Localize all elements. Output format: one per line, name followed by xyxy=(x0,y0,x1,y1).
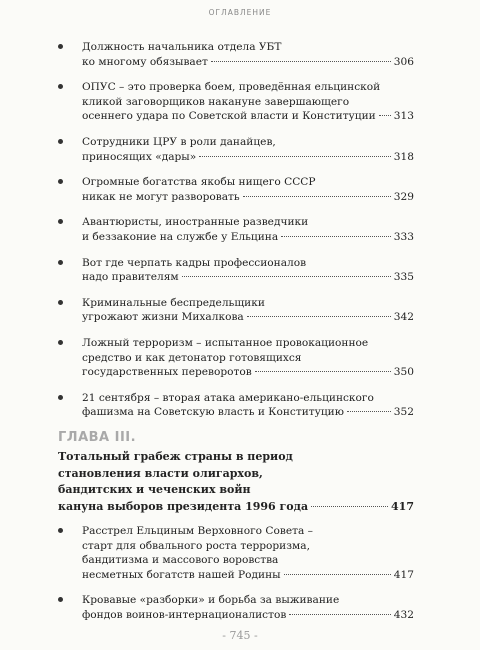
toc-entry-line: фашизма на Советскую власть и Конституцию xyxy=(82,406,344,419)
chapter-title[interactable] xyxy=(58,449,414,515)
dot-leader xyxy=(255,371,391,372)
toc-entry-line: никак не могут разворовать xyxy=(82,190,240,203)
dot-leader xyxy=(311,506,388,507)
toc-entry-line: Сотрудники ЦРУ в роли данайцев, xyxy=(82,135,276,148)
toc-entry-line: кликой заговорщиков накануне завершающего xyxy=(82,95,350,108)
toc-entry-line: приносящих «дары» xyxy=(82,150,197,163)
toc-entry[interactable] xyxy=(58,336,414,380)
toc-entry-line: Должность начальника отдела УБТ xyxy=(82,41,282,53)
bullet-icon xyxy=(58,395,63,400)
chapter-section xyxy=(58,430,414,634)
toc-entry-line: осеннего удара по Советской власти и Конституции xyxy=(82,110,376,123)
bullet-icon xyxy=(58,300,63,305)
dot-leader xyxy=(182,276,391,277)
toc-entry-line: ОПУС – это проверка боем, проведённая ельцинской xyxy=(82,81,381,94)
toc-entry-line: Огромные богатства якобы нищего СССР xyxy=(82,176,316,189)
toc-entry[interactable] xyxy=(58,175,414,204)
chapter-title-line: кануна выборов президента 1996 года xyxy=(58,499,309,513)
page-number: 335 xyxy=(393,271,414,284)
bullet-icon xyxy=(58,528,63,533)
toc-entry[interactable] xyxy=(58,391,414,420)
toc-entry-line: Авантюристы, иностранные разведчики xyxy=(82,216,309,229)
toc-entry-line: Вот где черпать кадры профессионалов xyxy=(82,256,307,269)
dot-leader xyxy=(284,574,391,575)
toc-entry-line: надо правителям xyxy=(82,271,179,284)
page-number: 342 xyxy=(393,311,414,324)
page-number: 329 xyxy=(393,190,414,203)
page-number: 417 xyxy=(391,499,414,513)
toc-entry-line: 21 сентября – вторая атака американо-ельцинского xyxy=(82,391,374,404)
toc-entry[interactable] xyxy=(58,524,414,582)
page-number: 432 xyxy=(393,608,414,621)
bullet-icon xyxy=(58,139,63,144)
dot-leader xyxy=(243,196,391,197)
bullet-icon xyxy=(58,219,63,224)
page-number: 318 xyxy=(393,150,414,163)
toc-entry-line: фондов воинов-интернационалистов xyxy=(82,608,287,621)
toc-entry-line: старт для обвального роста терроризма, xyxy=(82,539,310,552)
page-number: 306 xyxy=(393,55,414,68)
dot-leader xyxy=(199,156,391,157)
toc-entry-line: несметных богатств нашей Родины xyxy=(82,568,281,581)
dot-leader xyxy=(379,115,391,116)
page-number: 352 xyxy=(393,406,414,419)
toc-entry-line: государственных переворотов xyxy=(82,366,252,379)
toc-entry-line: Расстрел Ельциным Верховного Совета – xyxy=(82,525,313,537)
bullet-icon xyxy=(58,340,63,345)
toc-entry-line: Криминальные беспредельщики xyxy=(82,296,265,309)
chapter-title-line: бандитских и чеченских войн xyxy=(58,483,251,496)
chapter-title-line: Тотальный грабеж страны в период xyxy=(58,450,293,463)
bullet-icon xyxy=(58,260,63,265)
bullet-icon xyxy=(58,84,63,89)
toc-entry-line: и беззаконие на службе у Ельцина xyxy=(82,230,279,243)
toc-entry[interactable] xyxy=(58,256,414,285)
toc-list xyxy=(58,40,414,431)
toc-entry[interactable] xyxy=(58,593,414,622)
toc-entry[interactable] xyxy=(58,135,414,164)
page-number: 417 xyxy=(393,568,414,581)
toc-entry-line: ко многому обязывает xyxy=(82,55,208,68)
toc-entry-line: Ложный терроризм – испытанное провокационное xyxy=(82,336,369,349)
page-number: 313 xyxy=(393,110,414,123)
page-number: 333 xyxy=(393,230,414,243)
dot-leader xyxy=(247,316,391,317)
chapter-label: ГЛАВА III. xyxy=(58,430,137,445)
chapter-title-line: становления власти олигархов, xyxy=(58,466,263,480)
toc-entry[interactable] xyxy=(58,40,414,69)
toc-entry-line: Кровавые «разборки» и борьба за выживание xyxy=(82,594,340,607)
toc-entry[interactable] xyxy=(58,296,414,325)
dot-leader xyxy=(211,61,391,62)
running-header: ОГЛАВЛЕНИЕ xyxy=(208,8,272,17)
page-footer-number: - 745 - xyxy=(222,629,258,642)
toc-entry[interactable] xyxy=(58,80,414,124)
toc-entry-line: угрожают жизни Михалкова xyxy=(82,311,244,324)
toc-entry-line: средство и как детонатор готовящихся xyxy=(82,351,302,364)
page-number: 350 xyxy=(393,366,414,379)
bullet-icon xyxy=(58,597,63,602)
dot-leader xyxy=(281,236,391,237)
toc-entry[interactable] xyxy=(58,215,414,244)
dot-leader xyxy=(347,411,391,412)
bullet-icon xyxy=(58,179,63,184)
bullet-icon xyxy=(58,44,63,49)
toc-entry-line: бандитизма и массового воровства xyxy=(82,554,279,567)
dot-leader xyxy=(289,614,390,615)
